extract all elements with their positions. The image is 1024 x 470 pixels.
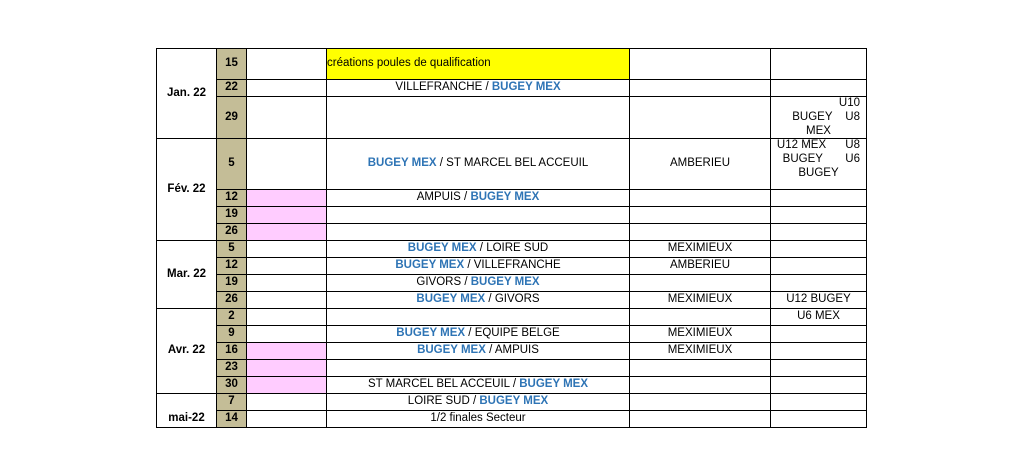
blank-cell [247, 411, 327, 428]
note-cell: U6 MEX [771, 309, 867, 326]
month-label: Avr. 22 [157, 309, 217, 394]
day-cell: 29 [217, 97, 247, 139]
team-highlight: BUGEY MEX [417, 344, 486, 357]
venue-cell [630, 377, 771, 394]
note-cell [771, 241, 867, 258]
blank-cell [247, 343, 327, 360]
note-line: U8 [845, 139, 860, 152]
venue-cell: AMBERIEU [630, 258, 771, 275]
match-cell [327, 190, 630, 207]
team-highlight: BUGEY MEX [470, 191, 540, 204]
blank-cell [247, 394, 327, 411]
venue-cell [630, 97, 771, 139]
match-cell [327, 241, 630, 258]
note-cell [771, 360, 867, 377]
team-away: / VILLEFRANCHE [464, 259, 561, 272]
match-cell [327, 80, 630, 97]
day-cell: 7 [217, 394, 247, 411]
team-home: GIVORS / [416, 276, 471, 289]
day-cell: 19 [217, 275, 247, 292]
day-cell: 16 [217, 343, 247, 360]
match-cell [327, 97, 630, 139]
team-highlight: BUGEY MEX [519, 378, 589, 391]
match-cell [327, 394, 630, 411]
note-line: BUGEY [798, 166, 839, 179]
venue-cell: MEXIMIEUX [630, 326, 771, 343]
match-cell [327, 377, 630, 394]
month-label: Fév. 22 [157, 139, 217, 241]
blank-cell [247, 326, 327, 343]
day-cell: 2 [217, 309, 247, 326]
note-cell [771, 377, 867, 394]
month-label: Mar. 22 [157, 241, 217, 309]
venue-cell [630, 224, 771, 241]
day-cell: 22 [217, 80, 247, 97]
blank-cell [247, 80, 327, 97]
team-highlight: BUGEY MEX [367, 157, 437, 170]
team-home: LOIRE SUD / [407, 395, 480, 408]
blank-cell [247, 241, 327, 258]
note-line: MEX [806, 124, 831, 137]
match-cell [327, 326, 630, 343]
team-home: ST MARCEL BEL ACCEUIL / [367, 378, 520, 391]
table-row [157, 377, 867, 394]
day-cell: 23 [217, 360, 247, 377]
table-row [157, 275, 867, 292]
month-label: Jan. 22 [157, 49, 217, 139]
match-cell [327, 360, 630, 377]
match-cell [327, 139, 630, 190]
venue-cell: AMBERIEU [630, 139, 771, 190]
team-highlight: BUGEY MEX [416, 293, 486, 306]
day-cell: 9 [217, 326, 247, 343]
team-away: / ST MARCEL BEL ACCEUIL [436, 157, 589, 170]
table-row [157, 190, 867, 207]
day-cell: 12 [217, 258, 247, 275]
venue-cell [630, 275, 771, 292]
team-away: / LOIRE SUD [476, 242, 549, 255]
table-row [157, 309, 867, 326]
note-cell [771, 190, 867, 207]
venue-cell [630, 207, 771, 224]
note-cell [771, 97, 867, 139]
match-cell [327, 258, 630, 275]
day-cell: 26 [217, 224, 247, 241]
match-cell [327, 224, 630, 241]
blank-cell [247, 139, 327, 190]
match-cell [327, 309, 630, 326]
note-line: U8 [845, 110, 860, 123]
match-cell: 1/2 finales Secteur [327, 411, 630, 428]
day-cell: 5 [217, 139, 247, 190]
table-row [157, 241, 867, 258]
day-cell: 5 [217, 241, 247, 258]
table-row [157, 343, 867, 360]
note-cell: U12 BUGEY [771, 292, 867, 309]
venue-cell: MEXIMIEUX [630, 292, 771, 309]
day-cell: 14 [217, 411, 247, 428]
note-cell [771, 139, 867, 190]
venue-cell [630, 309, 771, 326]
team-highlight: BUGEY MEX [470, 276, 540, 289]
schedule-table [156, 48, 867, 428]
table-row [157, 80, 867, 97]
blank-cell [247, 224, 327, 241]
match-cell: créations poules de qualification [327, 49, 630, 80]
month-label: mai-22 [157, 394, 217, 428]
team-highlight: BUGEY MEX [491, 81, 561, 94]
note-cell [771, 258, 867, 275]
day-cell: 19 [217, 207, 247, 224]
table-row [157, 360, 867, 377]
venue-cell [630, 360, 771, 377]
blank-cell [247, 97, 327, 139]
day-cell: 12 [217, 190, 247, 207]
note-line: BUGEY [782, 153, 823, 166]
match-cell [327, 292, 630, 309]
note-line: U6 [845, 153, 860, 166]
day-cell: 15 [217, 49, 247, 80]
match-cell [327, 207, 630, 224]
table-row [157, 207, 867, 224]
blank-cell [247, 207, 327, 224]
day-cell: 30 [217, 377, 247, 394]
team-highlight: BUGEY MEX [407, 242, 477, 255]
blank-cell [247, 292, 327, 309]
team-home: VILLEFRANCHE / [395, 81, 492, 94]
blank-cell [247, 275, 327, 292]
table-row [157, 139, 867, 190]
blank-cell [247, 49, 327, 80]
team-away: / GIVORS [485, 293, 540, 306]
venue-cell [630, 394, 771, 411]
match-cell [327, 343, 630, 360]
venue-cell [630, 80, 771, 97]
blank-cell [247, 309, 327, 326]
table-row [157, 224, 867, 241]
note-cell [771, 207, 867, 224]
note-cell [771, 343, 867, 360]
team-highlight: BUGEY MEX [396, 327, 466, 340]
table-row [157, 326, 867, 343]
note-line: U12 MEX [776, 139, 827, 152]
note-cell [771, 49, 867, 80]
match-cell [327, 275, 630, 292]
note-cell [771, 275, 867, 292]
venue-cell: MEXIMIEUX [630, 241, 771, 258]
table-row [157, 394, 867, 411]
blank-cell [247, 377, 327, 394]
team-away: / AMPUIS [485, 344, 539, 357]
team-home: AMPUIS / [416, 191, 471, 204]
note-cell [771, 411, 867, 428]
team-highlight: BUGEY MEX [395, 259, 465, 272]
table-row [157, 49, 867, 80]
table-row [157, 258, 867, 275]
note-cell [771, 224, 867, 241]
team-away: / EQUIPE BELGE [465, 327, 560, 340]
table-row [157, 292, 867, 309]
venue-cell [630, 49, 771, 80]
note-cell [771, 80, 867, 97]
blank-cell [247, 190, 327, 207]
note-cell [771, 394, 867, 411]
venue-cell [630, 190, 771, 207]
note-line: U10 BUGEY [792, 97, 860, 123]
table-row [157, 411, 867, 428]
note-cell [771, 326, 867, 343]
blank-cell [247, 360, 327, 377]
venue-cell: MEXIMIEUX [630, 343, 771, 360]
table-row [157, 97, 867, 139]
day-cell: 26 [217, 292, 247, 309]
team-highlight: BUGEY MEX [479, 395, 549, 408]
venue-cell [630, 411, 771, 428]
blank-cell [247, 258, 327, 275]
